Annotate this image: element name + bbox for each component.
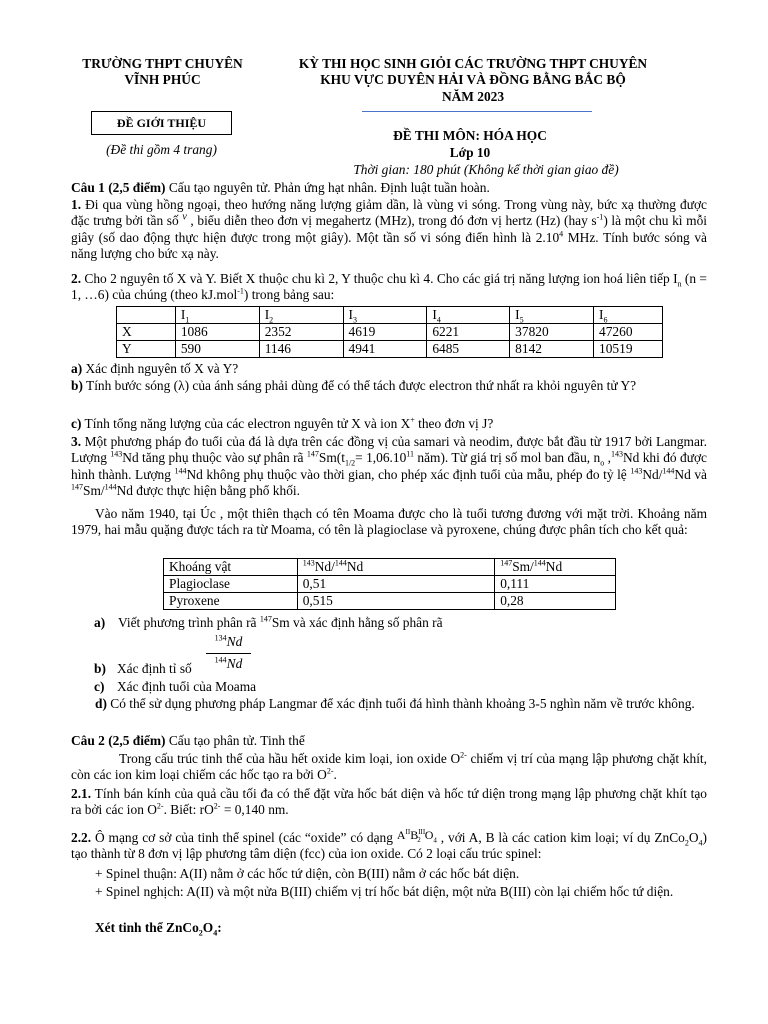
exam-title-line3: NĂM 2023 xyxy=(441,88,505,104)
question-label: a) xyxy=(94,615,106,630)
text-run: Tính bước sóng (λ) của ánh sáng phải dùng để có thể tách được electron thứ nhất ra khỏi nguyên tử Y? xyxy=(82,378,637,393)
table-header-row xyxy=(164,559,616,576)
subject-title: ĐỀ THI MÔN: HÓA HỌC xyxy=(393,128,547,143)
superscript: + xyxy=(410,415,415,425)
q1-moama-paragraph: Vào năm 1940, tại Úc , một thiên thạch có tên Moama được cho là tuổi tương đương với mặt trời. Khoảng năm 1979, hai mẫu quặng được tách ra từ Moama, có tên là plagioclase và pyroxene, chúng được phân tích cho kết quả: xyxy=(71,506,707,538)
part-number: 2.1. xyxy=(71,786,92,801)
q1-part3: 3. Một phương pháp đo tuổi của đá là dựa trên các đồng vị của samari và neodim, được bắt đầu từ 1917 bởi Langmar. Lượng $^{143}$Nd tăng phụ thuộc vào sự phân rã $^{147}Sm(t_{1/2}= 1,06.10^{11}$ năm). Từ giá trị số mol ban đầu, $n_o$ ,$^{143}$Nd khi đó được hình thành. Lượng $^{144}$Nd không phụ thuộc vào thời gian, cho phép xác định tuổi của mẫu, phép đo tỷ lệ $^{143}$Nd/$^{144}$Nd và $^{147}$Sm/$^{144}$Nd được thực hiện bằng phổ khối. xyxy=(71,434,707,498)
q1-title: Câu 1 (2,5 điểm) xyxy=(71,180,166,195)
nu-symbol: ν xyxy=(182,211,187,223)
table-cell: 4941 xyxy=(343,341,427,358)
superscript: -1 xyxy=(237,286,244,296)
part-number: 2. xyxy=(71,271,82,286)
table-row xyxy=(164,576,616,593)
fraction-denominator: $^{144}$Nd xyxy=(214,655,243,671)
exam-title-line1: KỲ THI HỌC SINH GIỎI CÁC TRƯỜNG THPT CHUYÊN xyxy=(298,56,648,71)
table-cell: X xyxy=(117,324,176,341)
text-run: Xác định tỉ số xyxy=(117,661,192,676)
q1-question-b xyxy=(71,378,707,394)
header-cell: $I_6$ xyxy=(594,307,663,324)
header-cell: Khoáng vật xyxy=(164,559,298,576)
table-cell: 2352 xyxy=(259,324,343,341)
text-run: Xác định tuổi của Moama xyxy=(117,679,257,694)
q1-part2 xyxy=(71,271,707,304)
superscript: -1 xyxy=(596,212,604,222)
table-cell: 0,28 xyxy=(495,593,616,610)
header-cell: $I_3$ xyxy=(343,307,427,324)
table-cell: 590 xyxy=(175,341,259,358)
q1-sub-a xyxy=(94,615,694,631)
q2-topic: Cấu tạo phân tử. Tinh thể xyxy=(165,733,305,748)
header-cell: $^{147}$Sm/$^{144}$Nd xyxy=(495,559,616,576)
ionization-table xyxy=(116,306,663,358)
q1-heading xyxy=(71,180,707,196)
part-number: 2.2. xyxy=(71,830,92,845)
school-name-line2: VĨNH PHÚC xyxy=(124,72,201,88)
header-cell: $I_4$ xyxy=(427,307,510,324)
q1-topic: Cấu tạo nguyên tử. Phản ứng hạt nhân. Định luật tuần hoàn. xyxy=(165,180,490,195)
time-note: Thời gian: 180 phút (Không kể thời gian giao đề) xyxy=(353,162,619,177)
text-run: theo đơn vị J? xyxy=(414,416,494,431)
table-cell: Y xyxy=(117,341,176,358)
text-run: Tính tổng năng lượng của các electron nguyên tử X và ion X xyxy=(81,416,411,431)
part-number: 3. xyxy=(71,434,82,449)
table-cell: Pyroxene xyxy=(164,593,298,610)
table-cell: 0,515 xyxy=(297,593,494,610)
intro-badge: ĐỀ GIỚI THIỆU xyxy=(91,111,232,135)
table-cell: 1086 xyxy=(175,324,259,341)
q2-title: Câu 2 (2,5 điểm) xyxy=(71,733,166,748)
table-cell: 8142 xyxy=(510,341,594,358)
table-cell: 6221 xyxy=(427,324,510,341)
exam-title-line2: KHU VỰC DUYÊN HẢI VÀ ĐỒNG BẰNG BẮC BỘ xyxy=(320,72,626,88)
header-cell: $I_5$ xyxy=(510,307,594,324)
isotope-ratio-fraction xyxy=(206,633,251,673)
subscript: n xyxy=(677,279,682,289)
title-underline xyxy=(362,111,592,112)
question-label: d) xyxy=(95,696,107,711)
question-label: c) xyxy=(71,416,82,431)
superscript: 147 xyxy=(259,614,272,624)
school-name-line1: TRƯỜNG THPT CHUYÊN xyxy=(82,56,243,71)
table-cell: 4619 xyxy=(343,324,427,341)
table-cell: 1146 xyxy=(259,341,343,358)
q1-part1 xyxy=(71,197,707,262)
school-block xyxy=(60,56,265,89)
header-cell xyxy=(117,307,176,324)
table-cell: 10519 xyxy=(594,341,663,358)
grade-title: Lớp 10 xyxy=(449,145,491,160)
text-run: Sm và xác định hằng số phân rã xyxy=(271,615,443,630)
mineral-table xyxy=(163,558,616,610)
table-cell: 37820 xyxy=(510,324,594,341)
part-number: 1. xyxy=(71,197,82,212)
question-label: b) xyxy=(71,378,83,393)
table-row xyxy=(117,341,663,358)
superscript: 4 xyxy=(559,229,564,239)
q1-sub-b xyxy=(94,661,204,677)
q1-question-c xyxy=(71,416,707,432)
exam-title-block xyxy=(258,56,688,105)
text-run: (n = 1, …6) của chúng (theo kJ.mol xyxy=(71,271,707,303)
q2-part-2-1: 2.1. Tính bán kính của quả cầu tối đa có thể đặt vừa hốc bát diện và hốc tứ diện trong mạng lập phương chặt khít tạo ra bởi các ion $O^{2-}$. Biết: $rO^{2-} = 0,140$ nm. xyxy=(71,786,707,818)
q2-bullet-normal-spinel: + Spinel thuận: A(II) nằm ở các hốc tứ diện, còn B(III) nằm ở các hốc bát diện. xyxy=(95,866,520,881)
table-cell: 6485 xyxy=(427,341,510,358)
question-label: b) xyxy=(94,661,106,676)
question-label: a) xyxy=(71,361,83,376)
table-cell: Plagioclase xyxy=(164,576,298,593)
text-run: Viết phương trình phân rã xyxy=(118,615,260,630)
text-run: ) là một chu kì mỗi giây (số dao động thực hiện được trong một giây). Một tần số vi sóng điển hình là 2.10 xyxy=(71,213,707,245)
spinel-formula: $A^{II}B^{III}_2$ $O_4$ xyxy=(396,828,437,845)
header-cell: $I_2$ xyxy=(259,307,343,324)
text-run: Có thể sử dụng phương pháp Langmar để xác định tuổi đá hình thành khoảng 3-5 nghìn năm về trước không. xyxy=(106,696,695,711)
table-row xyxy=(117,324,663,341)
q2-heading xyxy=(71,733,707,749)
fraction-numerator: $^{134}$Nd xyxy=(206,633,251,654)
q2-intro: Trong cấu trúc tinh thể của hầu hết oxide kim loại, ion oxide $O^{2-}$ chiếm vị trí của mạng lập phương chặt khít, còn các ion kim loại chiếm các hốc tạo ra bởi $O^{2-}$. xyxy=(71,750,707,783)
text-run: Đi qua vùng hồng ngoại, theo hướng năng lượng giảm dần, là vùng vi sóng. Trong vùng này, bức xạ thường được đặc trưng bởi tần số xyxy=(71,197,707,229)
q2-consider-crystal: Xét tinh thể $ZnCo_2O_4$: xyxy=(95,920,222,938)
table-cell: 47260 xyxy=(594,324,663,341)
table-cell: 0,111 xyxy=(495,576,616,593)
text-run: MHz. Tính bước sóng và năng lượng cho bức xạ này. xyxy=(71,229,707,261)
pages-note: (Đề thi gồm 4 trang) xyxy=(106,142,217,157)
header-cell: $I_1$ xyxy=(175,307,259,324)
q1-sub-c xyxy=(94,679,694,695)
question-label: c) xyxy=(94,679,105,694)
text-run: Xác định nguyên tố X và Y? xyxy=(82,361,239,376)
table-header-row xyxy=(117,307,663,324)
header-cell: $^{143}$Nd/$^{144}$Nd xyxy=(297,559,494,576)
q1-question-a xyxy=(71,361,707,377)
text-run: , biểu diễn theo đơn vị megahertz (MHz), trong đó đơn vị hertz (Hz) (hay s xyxy=(186,213,597,229)
q1-sub-d xyxy=(71,696,707,712)
text-run: ) trong bảng sau: xyxy=(243,287,335,303)
q2-bullet-inverse-spinel: + Spinel nghịch: A(II) và một nửa B(III) chiếm vị trí hốc bát diện, một nửa B(III) còn lại chiếm hốc tứ diện. xyxy=(95,884,674,899)
table-cell: 0,51 xyxy=(297,576,494,593)
q2-part-2-2: 2.2. Ô mạng cơ sở của tinh thể spinel (các “oxide” có dạng $A^{II}B^{III}_2$ $O_4$ , với A, B là các cation kim loại; ví dụ $ZnCo_2O_4$) tạo thành từ 8 đơn vị lập phương tâm diện (fcc) của ion oxide. Có 2 loại cấu trúc spinel: xyxy=(71,828,708,862)
text-run: Cho 2 nguyên tố X và Y. Biết X thuộc chu kì 2, Y thuộc chu kì 4. Cho các giá trị năng lượng ion hoá liên tiếp I xyxy=(81,271,678,286)
table-row xyxy=(164,593,616,610)
